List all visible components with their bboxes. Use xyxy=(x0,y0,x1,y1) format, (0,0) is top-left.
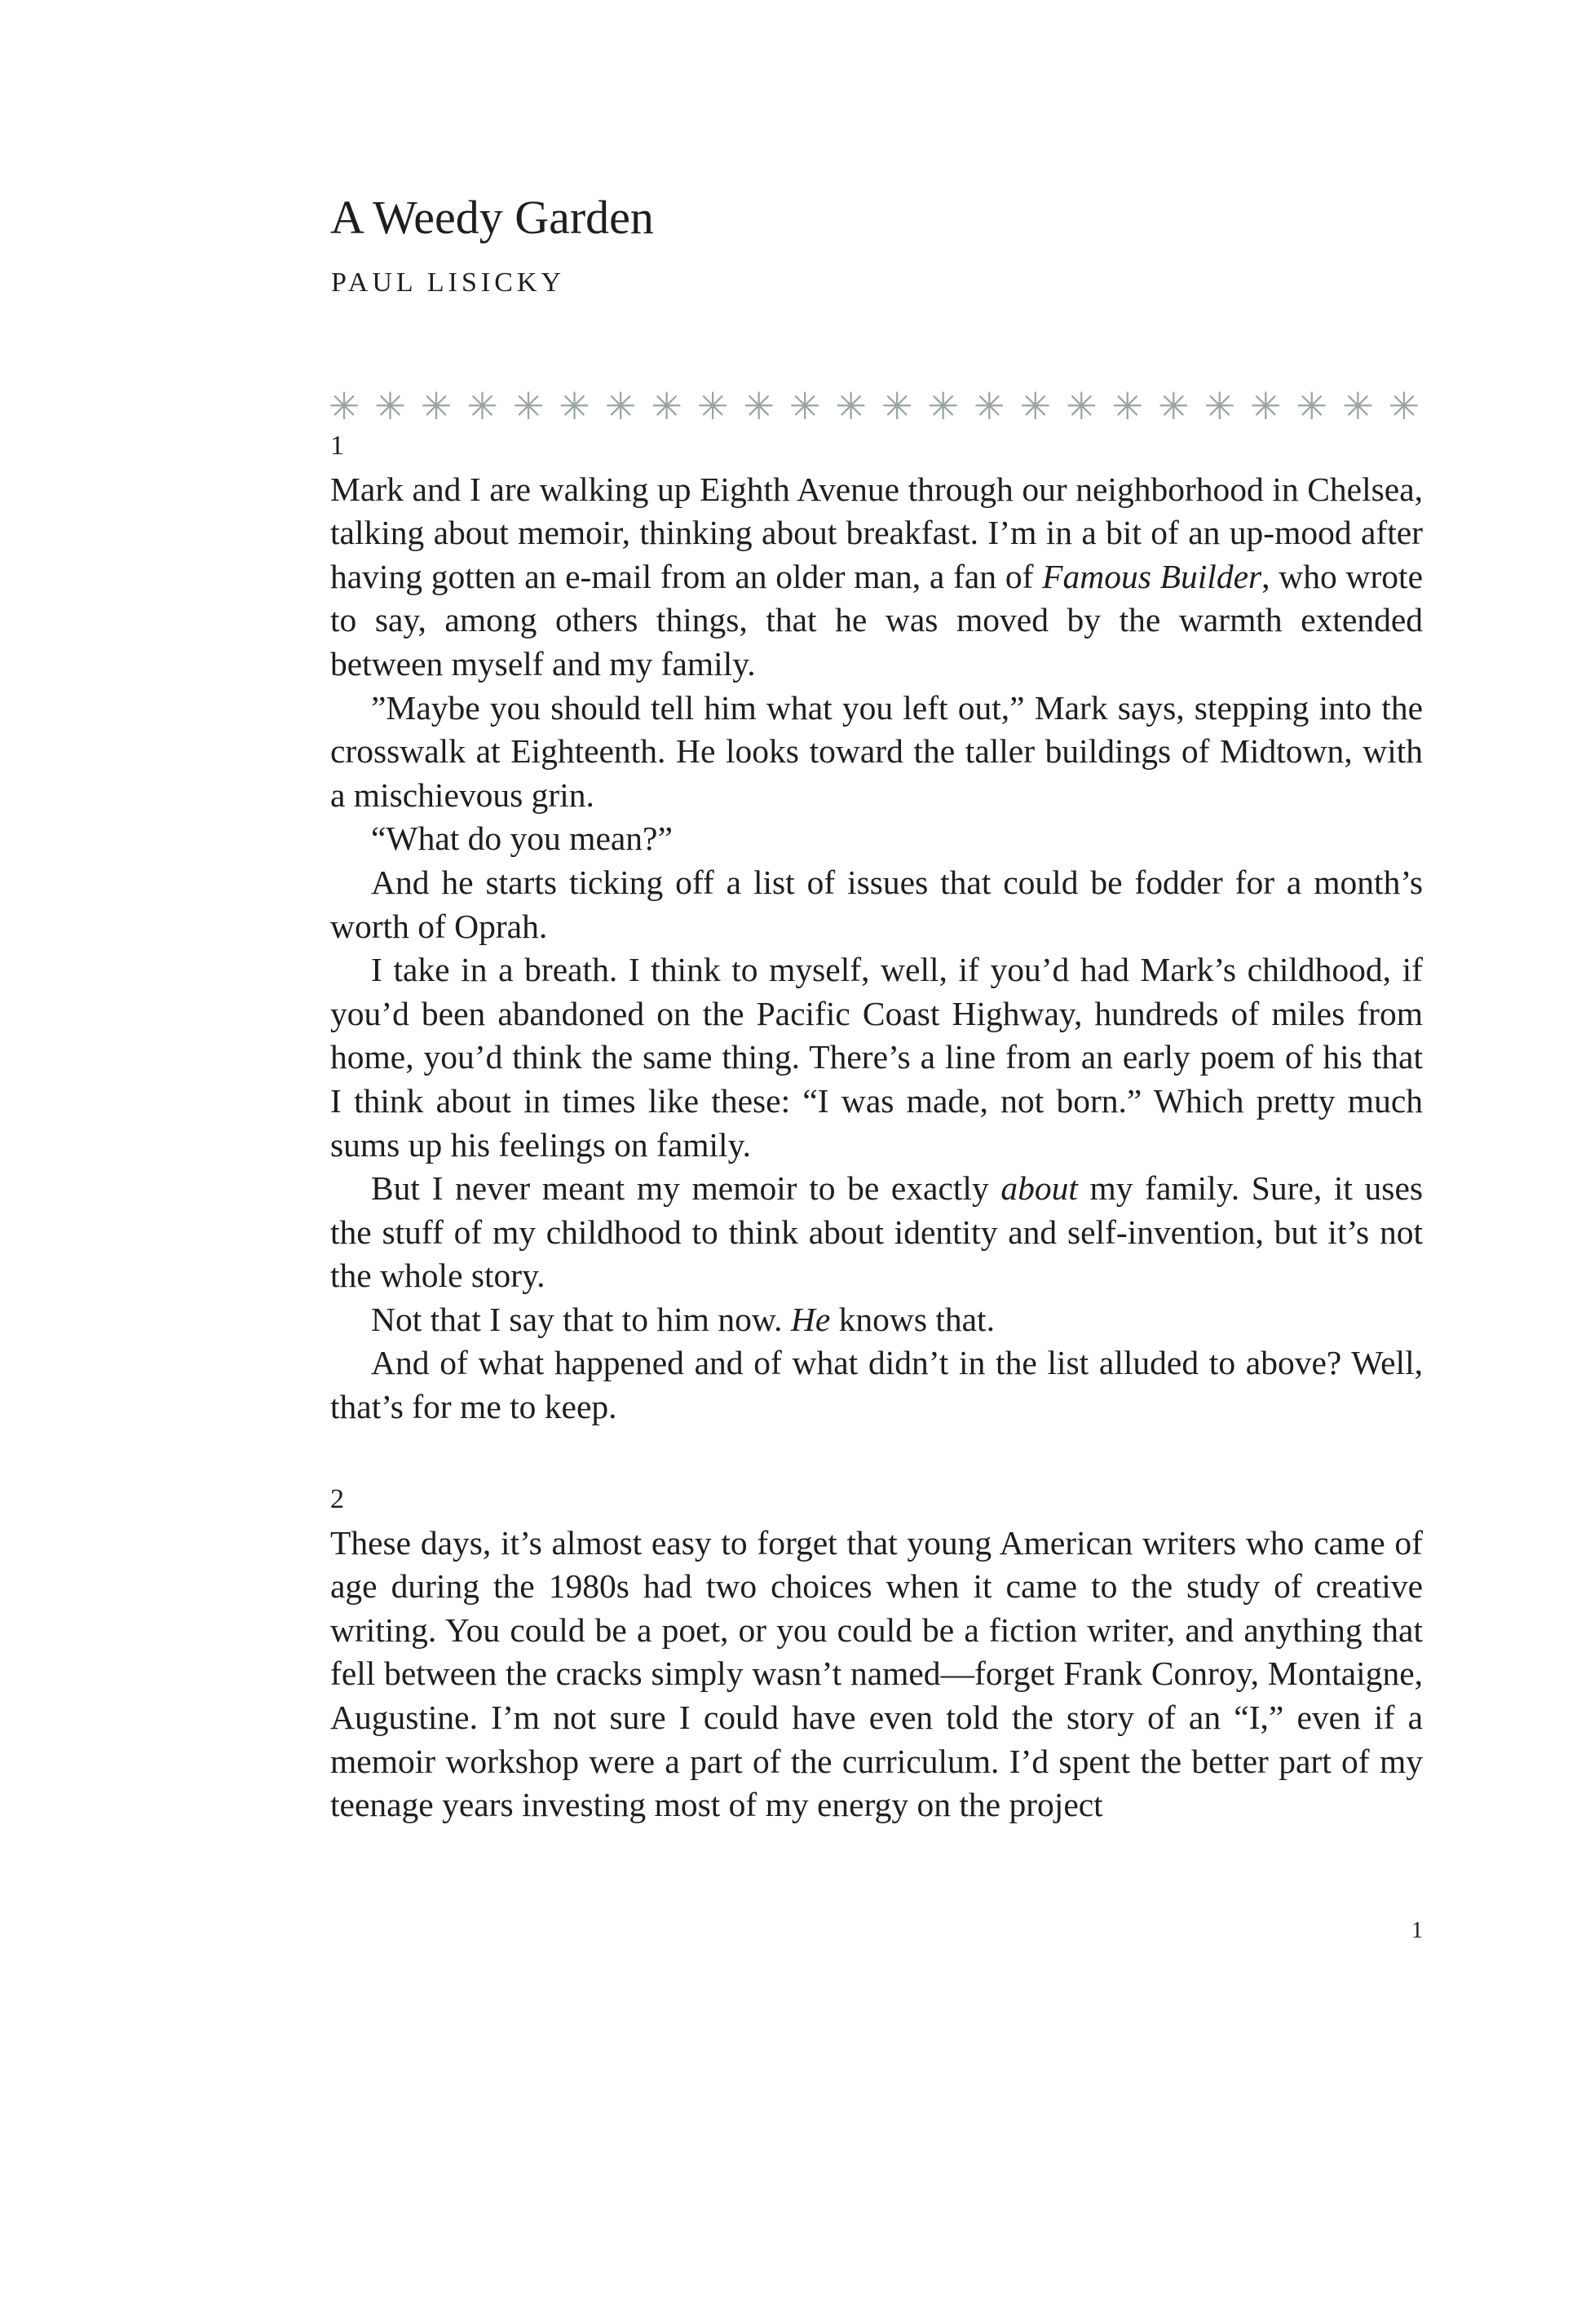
asterisk-ornament-icon: ✳ xyxy=(835,384,867,428)
asterisk-ornament-icon: ✳ xyxy=(881,384,913,428)
asterisk-ornament-icon: ✳ xyxy=(927,384,959,428)
asterisk-ornament-icon: ✳ xyxy=(1204,384,1236,428)
paragraph: And of what happened and of what didn’t in the list alluded to above? Well, that’s for me to keep. xyxy=(330,1344,1423,1426)
paragraph: Not that I say that to him now. He knows that. xyxy=(371,1300,995,1338)
paragraph: These days, it’s almost easy to forget that young American writers who came of age during the 1980s had two choices when it came to the study of creative writing. You could be a poet, or you could be a fiction writer, and anything that fell between the cracks simply wasn’t named—forget Frank Conroy, Montaigne, Augustine. I’m not sure I could have even told the story of an “I,” even if a memoir workshop were a part of the curriculum. I’d spent the better part of my teenage years investing most of my energy on the project xyxy=(330,1523,1423,1824)
essay-title: A Weedy Garden xyxy=(330,191,654,244)
asterisk-ornament-icon: ✳ xyxy=(1019,384,1051,428)
asterisk-ornament-icon: ✳ xyxy=(1111,384,1144,428)
asterisk-ornament-icon: ✳ xyxy=(743,384,775,428)
paragraph: ”Maybe you should tell him what you left out,” Mark says, stepping into the crosswalk at Eighteenth. He looks toward the taller buildings of Midtown, with a mischievous grin. xyxy=(330,688,1423,814)
asterisk-ornament-icon: ✳ xyxy=(696,384,729,428)
paragraph: I take in a breath. I think to myself, well, if you’d had Mark’s childhood, if you’d been abandoned on the Pacific Coast Highway, hundreds of miles from home, you’d think the same thing. There’s a line from an early poem of his that I think about in times like these: “I was made, not born.” Which pretty much sums up his feelings on family. xyxy=(330,951,1423,1164)
paragraph: But I never meant my memoir to be exactly about my family. Sure, it uses the stuff of my childhood to think about identity and self-invention, but it’s not the whole story. xyxy=(330,1169,1424,1295)
asterisk-ornament-icon: ✳ xyxy=(1388,384,1420,428)
asterisk-ornament-icon: ✳ xyxy=(1296,384,1328,428)
asterisk-ornament-icon: ✳ xyxy=(973,384,1005,428)
ornament-divider xyxy=(328,382,1420,431)
asterisk-ornament-icon: ✳ xyxy=(559,384,590,428)
section-number: 2 xyxy=(330,1484,344,1514)
asterisk-ornament-icon: ✳ xyxy=(651,384,682,428)
emphasis: about xyxy=(1000,1169,1078,1208)
book-title: Famous Builder xyxy=(1042,557,1262,595)
asterisk-ornament-icon: ✳ xyxy=(512,384,545,428)
paragraph: Mark and I are walking up Eighth Avenue through our neighborhood in Chelsea, talking about memoir, thinking about breakfast. I’m in a bit of an up-mood after having gotten an e-mail from an older man, a fan of Famous Builder, who wrote to say, among others things, that he was moved by the warmth extended between myself and my family. xyxy=(330,470,1424,683)
asterisk-ornament-icon: ✳ xyxy=(604,384,637,428)
asterisk-ornament-icon: ✳ xyxy=(374,384,406,428)
page-number: 1 xyxy=(1411,1918,1423,1943)
asterisk-ornament-icon: ✳ xyxy=(788,384,821,428)
asterisk-ornament-icon: ✳ xyxy=(1065,384,1098,428)
asterisk-ornament-icon: ✳ xyxy=(1342,384,1374,428)
paragraph: And he starts ticking off a list of issues that could be fodder for a month’s worth of Oprah. xyxy=(330,863,1423,945)
asterisk-ornament-icon: ✳ xyxy=(328,384,360,428)
section-2 xyxy=(330,1478,1423,1827)
section-number: 1 xyxy=(330,431,344,461)
asterisk-ornament-icon: ✳ xyxy=(420,384,453,428)
asterisk-ornament-icon: ✳ xyxy=(466,384,498,428)
asterisk-ornament-icon: ✳ xyxy=(1250,384,1282,428)
author-name: PAUL LISICKY xyxy=(331,267,566,298)
emphasis: He xyxy=(790,1300,831,1338)
paragraph: “What do you mean?” xyxy=(371,820,673,858)
section-1 xyxy=(330,424,1423,1429)
asterisk-ornament-icon: ✳ xyxy=(1158,384,1190,428)
